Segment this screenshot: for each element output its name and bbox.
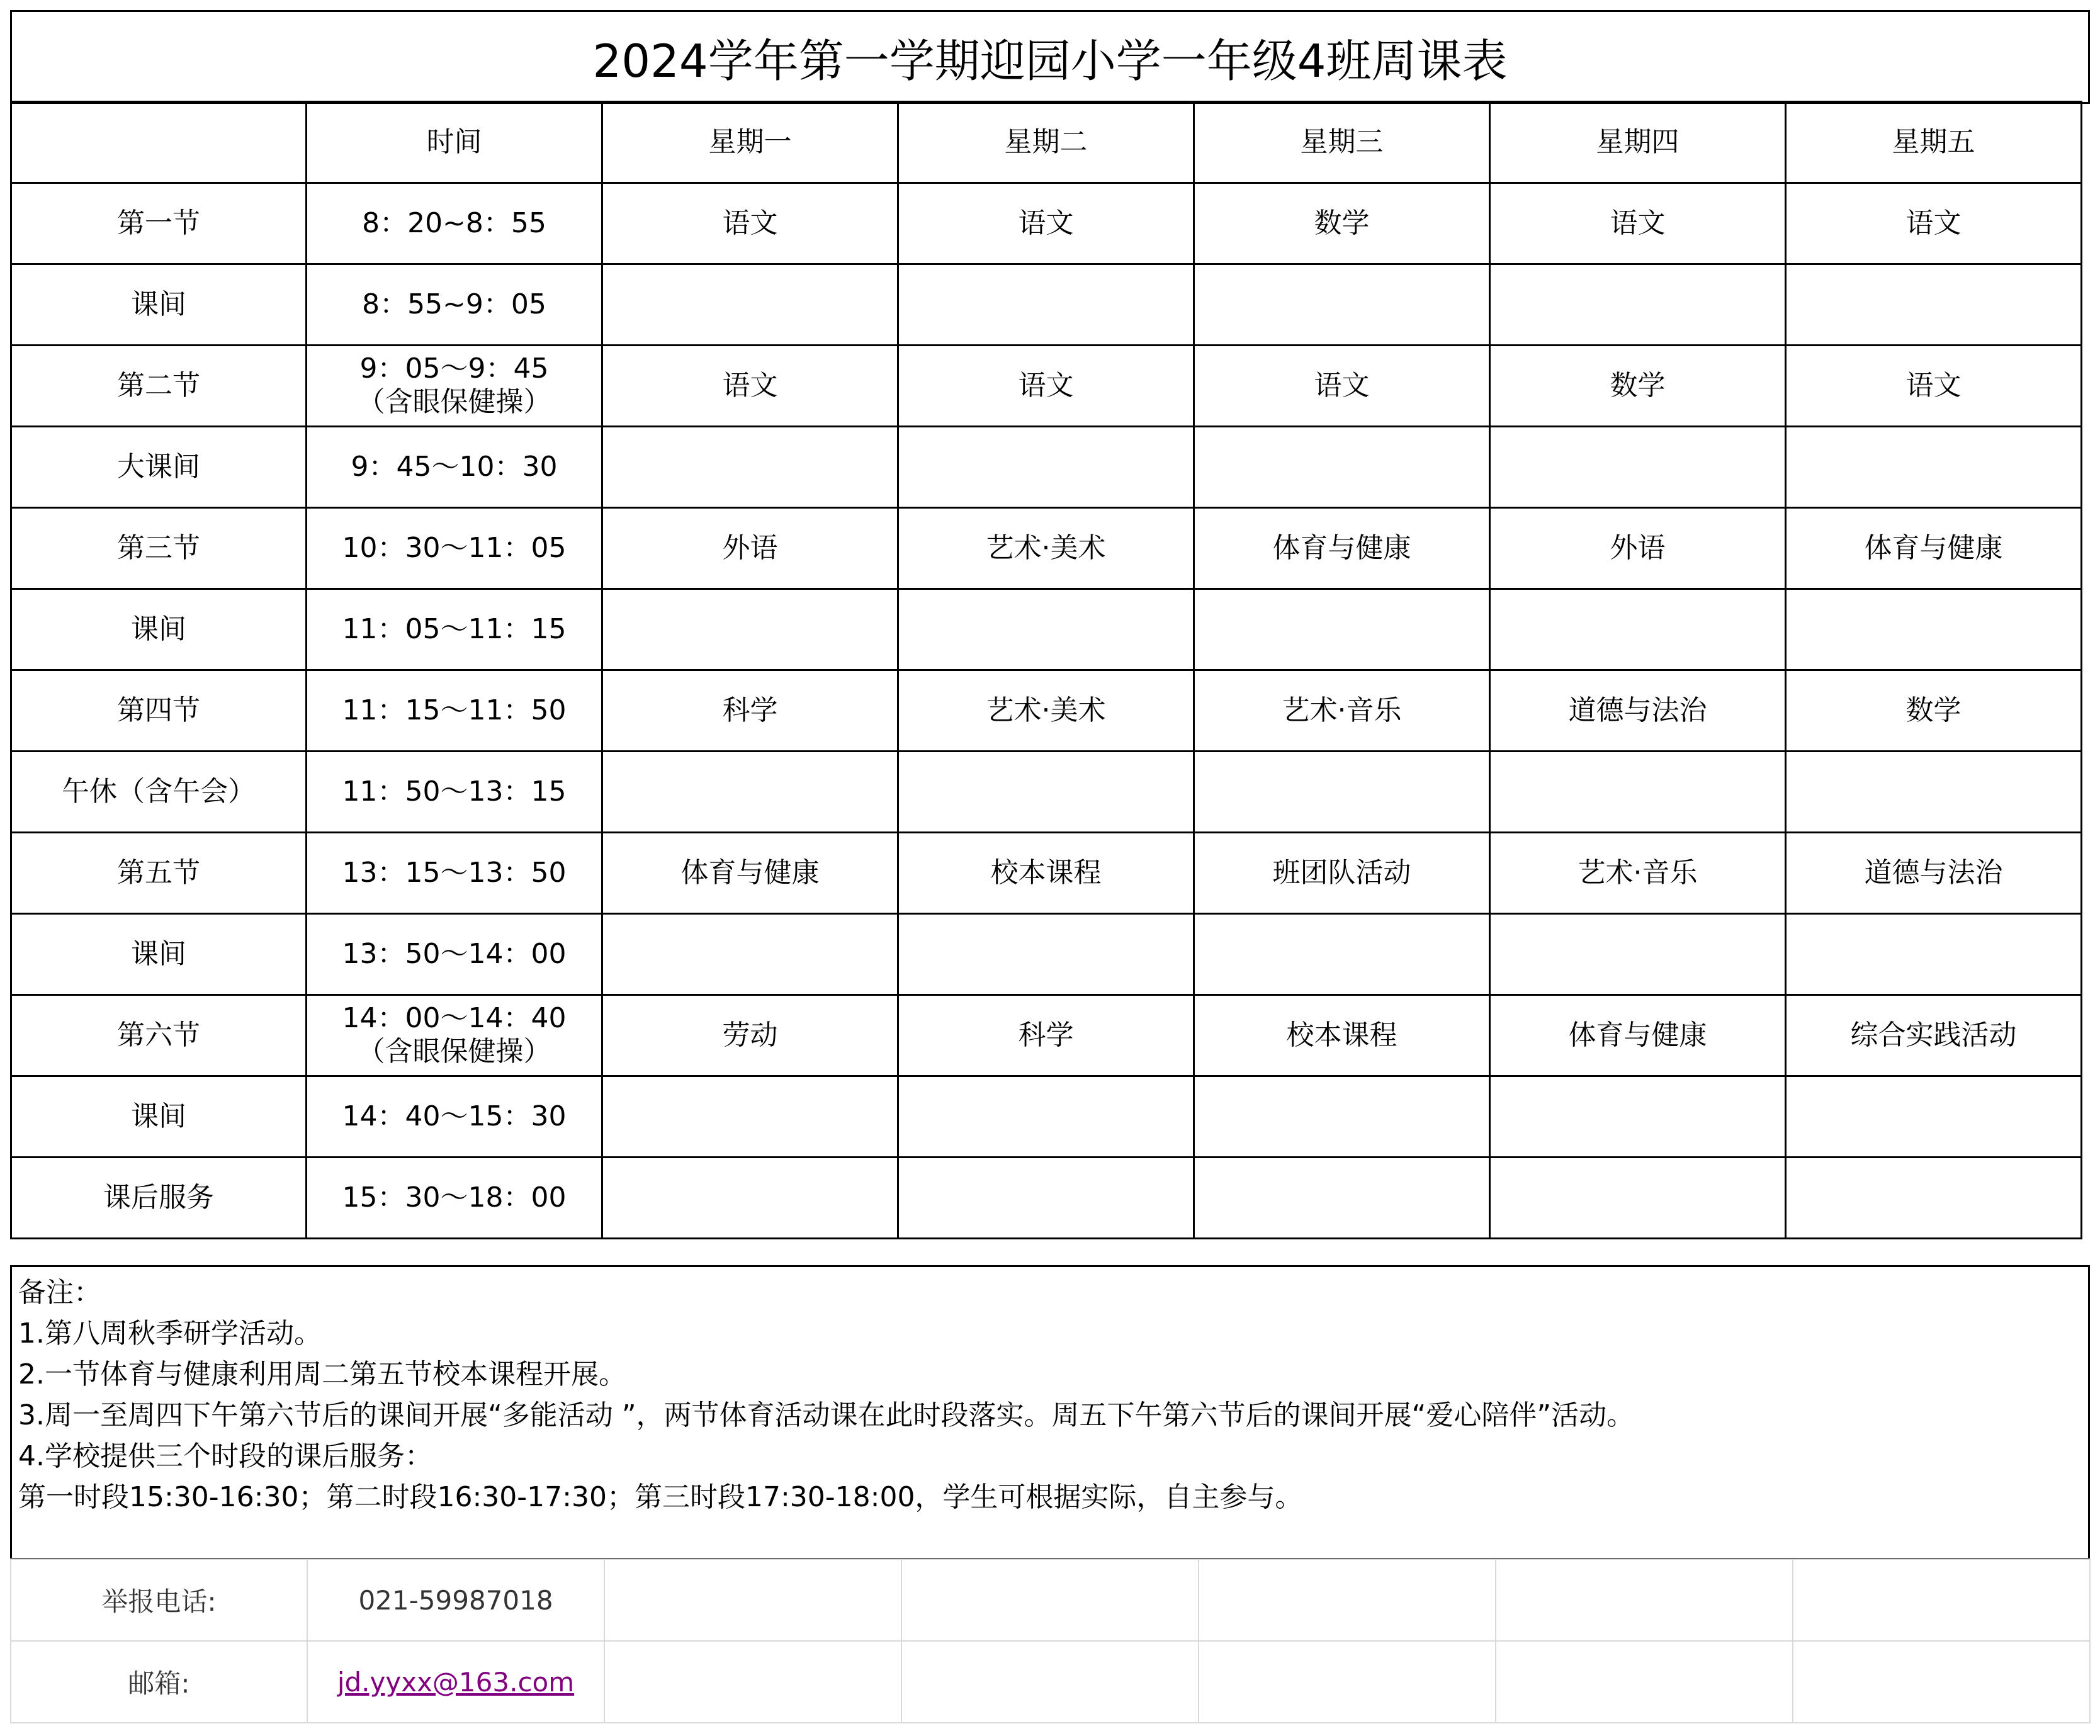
- empty-cell[interactable]: [901, 1559, 1199, 1641]
- email-row: [11, 1641, 2090, 1723]
- time-range: 15：30～18：00: [342, 1181, 567, 1214]
- thursday-cell[interactable]: 数学: [1490, 346, 1786, 427]
- friday-cell[interactable]: 语文: [1786, 183, 2082, 264]
- email-label: 邮箱:: [11, 1641, 307, 1723]
- time-range: 9：05～9：45: [359, 352, 549, 385]
- period-cell[interactable]: 课间: [11, 264, 307, 346]
- thursday-cell[interactable]: 道德与法治: [1490, 670, 1786, 752]
- period-cell[interactable]: 课间: [11, 914, 307, 995]
- period-cell[interactable]: 课间: [11, 1076, 307, 1158]
- friday-cell[interactable]: [1786, 264, 2082, 346]
- phone-number[interactable]: 021-59987018: [307, 1559, 604, 1641]
- header-tuesday-cell[interactable]: 星期二: [898, 102, 1194, 183]
- note-line: 第一时段15:30-16:30；第二时段16:30-17:30；第三时段17:30-18:00，学生可根据实际，自主参与。: [18, 1481, 1303, 1513]
- wednesday-cell[interactable]: 校本课程: [1194, 995, 1490, 1076]
- wednesday-cell[interactable]: 数学: [1194, 183, 1490, 264]
- monday-cell[interactable]: [602, 589, 898, 670]
- empty-cell[interactable]: [604, 1641, 901, 1723]
- note-line: 1.第八周秋季研学活动。: [18, 1317, 322, 1350]
- time-cell[interactable]: [307, 1158, 602, 1239]
- time-cell[interactable]: [307, 1076, 602, 1158]
- friday-cell[interactable]: [1786, 1076, 2082, 1158]
- time-range: 11：50～13：15: [342, 775, 567, 808]
- phone-row: [11, 1559, 2090, 1641]
- friday-cell[interactable]: 道德与法治: [1786, 833, 2082, 914]
- email-link[interactable]: jd.yyxx@163.com: [337, 1666, 575, 1698]
- table-row: [11, 183, 2082, 264]
- table-row: [11, 752, 2082, 833]
- period-cell[interactable]: 午休（含午会）: [11, 752, 307, 833]
- wednesday-cell[interactable]: 体育与健康: [1194, 508, 1490, 589]
- title-bar: [10, 10, 2090, 104]
- wednesday-cell[interactable]: [1194, 589, 1490, 670]
- time-range: 8：20~8：55: [362, 206, 546, 239]
- table-row: [11, 914, 2082, 995]
- tuesday-cell[interactable]: [898, 427, 1194, 508]
- tuesday-cell[interactable]: 艺术·美术: [898, 508, 1194, 589]
- contact-footer: [10, 1558, 2091, 1723]
- time-cell[interactable]: [307, 427, 602, 508]
- email-cell[interactable]: [307, 1641, 604, 1723]
- monday-cell[interactable]: [602, 914, 898, 995]
- monday-cell[interactable]: 语文: [602, 183, 898, 264]
- thursday-cell[interactable]: [1490, 752, 1786, 833]
- empty-cell[interactable]: [901, 1641, 1199, 1723]
- time-cell[interactable]: [307, 752, 602, 833]
- table-row: [11, 1076, 2082, 1158]
- table-row: [11, 670, 2082, 752]
- header-thursday-cell[interactable]: 星期四: [1490, 102, 1786, 183]
- friday-cell[interactable]: [1786, 752, 2082, 833]
- period-cell[interactable]: 课间: [11, 589, 307, 670]
- tuesday-cell[interactable]: [898, 1158, 1194, 1239]
- time-range: 9：45～10：30: [351, 450, 558, 483]
- monday-cell[interactable]: [602, 752, 898, 833]
- time-note: （含眼保健操）: [357, 386, 551, 418]
- tuesday-cell[interactable]: [898, 752, 1194, 833]
- time-cell[interactable]: [307, 264, 602, 346]
- wednesday-cell[interactable]: 艺术·音乐: [1194, 670, 1490, 752]
- period-cell[interactable]: 第一节: [11, 183, 307, 264]
- thursday-cell[interactable]: [1490, 1158, 1786, 1239]
- thursday-cell[interactable]: [1490, 589, 1786, 670]
- thursday-cell[interactable]: [1490, 914, 1786, 995]
- tuesday-cell[interactable]: 语文: [898, 346, 1194, 427]
- header-friday-cell[interactable]: 星期五: [1786, 102, 2082, 183]
- empty-cell[interactable]: [1496, 1559, 1793, 1641]
- notes-box[interactable]: [10, 1265, 2090, 1560]
- period-cell[interactable]: 课后服务: [11, 1158, 307, 1239]
- wednesday-cell[interactable]: 班团队活动: [1194, 833, 1490, 914]
- time-cell[interactable]: [307, 508, 602, 589]
- time-range: 8：55~9：05: [362, 288, 546, 320]
- timetable-grid: [10, 101, 2082, 1239]
- time-range: 11：15～11：50: [342, 694, 567, 726]
- wednesday-cell[interactable]: [1194, 752, 1490, 833]
- empty-cell[interactable]: [1793, 1559, 2090, 1641]
- thursday-cell[interactable]: 艺术·音乐: [1490, 833, 1786, 914]
- monday-cell[interactable]: 语文: [602, 346, 898, 427]
- tuesday-cell[interactable]: 艺术·美术: [898, 670, 1194, 752]
- thursday-cell[interactable]: 语文: [1490, 183, 1786, 264]
- wednesday-cell[interactable]: [1194, 1076, 1490, 1158]
- wednesday-cell[interactable]: [1194, 914, 1490, 995]
- friday-cell[interactable]: [1786, 1158, 2082, 1239]
- header-row: [11, 102, 2082, 183]
- monday-cell[interactable]: 体育与健康: [602, 833, 898, 914]
- notes-heading: 备注：: [18, 1277, 101, 1309]
- empty-cell[interactable]: [1199, 1641, 1496, 1723]
- time-range: 13：15～13：50: [342, 856, 567, 889]
- thursday-cell[interactable]: 体育与健康: [1490, 995, 1786, 1076]
- note-line: 4.学校提供三个时段的课后服务：: [18, 1440, 432, 1472]
- time-cell[interactable]: [307, 833, 602, 914]
- period-cell[interactable]: 第五节: [11, 833, 307, 914]
- friday-cell[interactable]: 体育与健康: [1786, 508, 2082, 589]
- friday-cell[interactable]: [1786, 914, 2082, 995]
- header-monday-cell[interactable]: 星期一: [602, 102, 898, 183]
- wednesday-cell[interactable]: [1194, 1158, 1490, 1239]
- tuesday-cell[interactable]: [898, 1076, 1194, 1158]
- tuesday-cell[interactable]: 科学: [898, 995, 1194, 1076]
- friday-cell[interactable]: [1786, 427, 2082, 508]
- thursday-cell[interactable]: [1490, 427, 1786, 508]
- tuesday-cell[interactable]: [898, 264, 1194, 346]
- note-line: 3.周一至周四下午第六节后的课间开展“多能活动 ”，两节体育活动课在此时段落实。周五下午第六节后的课间开展“爱心陪伴”活动。: [18, 1399, 1635, 1431]
- empty-cell[interactable]: [1199, 1559, 1496, 1641]
- empty-cell[interactable]: [1496, 1641, 1793, 1723]
- table-row: [11, 995, 2082, 1076]
- friday-cell[interactable]: 数学: [1786, 670, 2082, 752]
- wednesday-cell[interactable]: 语文: [1194, 346, 1490, 427]
- page-title: 2024学年第一学期迎园小学一年级4班周课表: [592, 34, 1508, 87]
- tuesday-cell[interactable]: [898, 914, 1194, 995]
- time-range: 14：00～14：40: [342, 1002, 567, 1035]
- empty-cell[interactable]: [1793, 1641, 2090, 1723]
- monday-cell[interactable]: 科学: [602, 670, 898, 752]
- time-range: 10：30～11：05: [342, 531, 567, 564]
- table-row: [11, 833, 2082, 914]
- friday-cell[interactable]: [1786, 589, 2082, 670]
- table-row: [11, 346, 2082, 427]
- period-cell[interactable]: 第二节: [11, 346, 307, 427]
- thursday-cell[interactable]: [1490, 264, 1786, 346]
- period-cell[interactable]: 大课间: [11, 427, 307, 508]
- tuesday-cell[interactable]: [898, 589, 1194, 670]
- time-range: 14：40～15：30: [342, 1100, 567, 1132]
- phone-label: 举报电话:: [11, 1559, 307, 1641]
- header-wednesday-cell[interactable]: 星期三: [1194, 102, 1490, 183]
- table-row: [11, 589, 2082, 670]
- tuesday-cell[interactable]: 校本课程: [898, 833, 1194, 914]
- monday-cell[interactable]: [602, 427, 898, 508]
- time-range: 11：05～11：15: [342, 612, 567, 645]
- friday-cell[interactable]: 综合实践活动: [1786, 995, 2082, 1076]
- time-cell[interactable]: [307, 670, 602, 752]
- time-cell[interactable]: [307, 589, 602, 670]
- monday-cell[interactable]: 劳动: [602, 995, 898, 1076]
- time-cell[interactable]: [307, 914, 602, 995]
- wednesday-cell[interactable]: [1194, 427, 1490, 508]
- monday-cell[interactable]: 外语: [602, 508, 898, 589]
- table-row: [11, 264, 2082, 346]
- thursday-cell[interactable]: 外语: [1490, 508, 1786, 589]
- empty-cell[interactable]: [604, 1559, 901, 1641]
- period-cell[interactable]: 第四节: [11, 670, 307, 752]
- time-range: 13：50～14：00: [342, 937, 567, 970]
- thursday-cell[interactable]: [1490, 1076, 1786, 1158]
- time-cell[interactable]: [307, 183, 602, 264]
- monday-cell[interactable]: [602, 264, 898, 346]
- wednesday-cell[interactable]: [1194, 264, 1490, 346]
- monday-cell[interactable]: [602, 1076, 898, 1158]
- period-cell[interactable]: 第六节: [11, 995, 307, 1076]
- tuesday-cell[interactable]: 语文: [898, 183, 1194, 264]
- header-time-cell[interactable]: 时间: [307, 102, 602, 183]
- monday-cell[interactable]: [602, 1158, 898, 1239]
- time-note: （含眼保健操）: [357, 1035, 551, 1068]
- friday-cell[interactable]: 语文: [1786, 346, 2082, 427]
- period-cell[interactable]: 第三节: [11, 508, 307, 589]
- table-row: [11, 427, 2082, 508]
- note-line: 2.一节体育与健康利用周二第五节校本课程开展。: [18, 1358, 626, 1390]
- time-cell[interactable]: [307, 346, 602, 427]
- table-row: [11, 1158, 2082, 1239]
- time-cell[interactable]: [307, 995, 602, 1076]
- header-corner-cell[interactable]: [11, 102, 307, 183]
- table-row: [11, 508, 2082, 589]
